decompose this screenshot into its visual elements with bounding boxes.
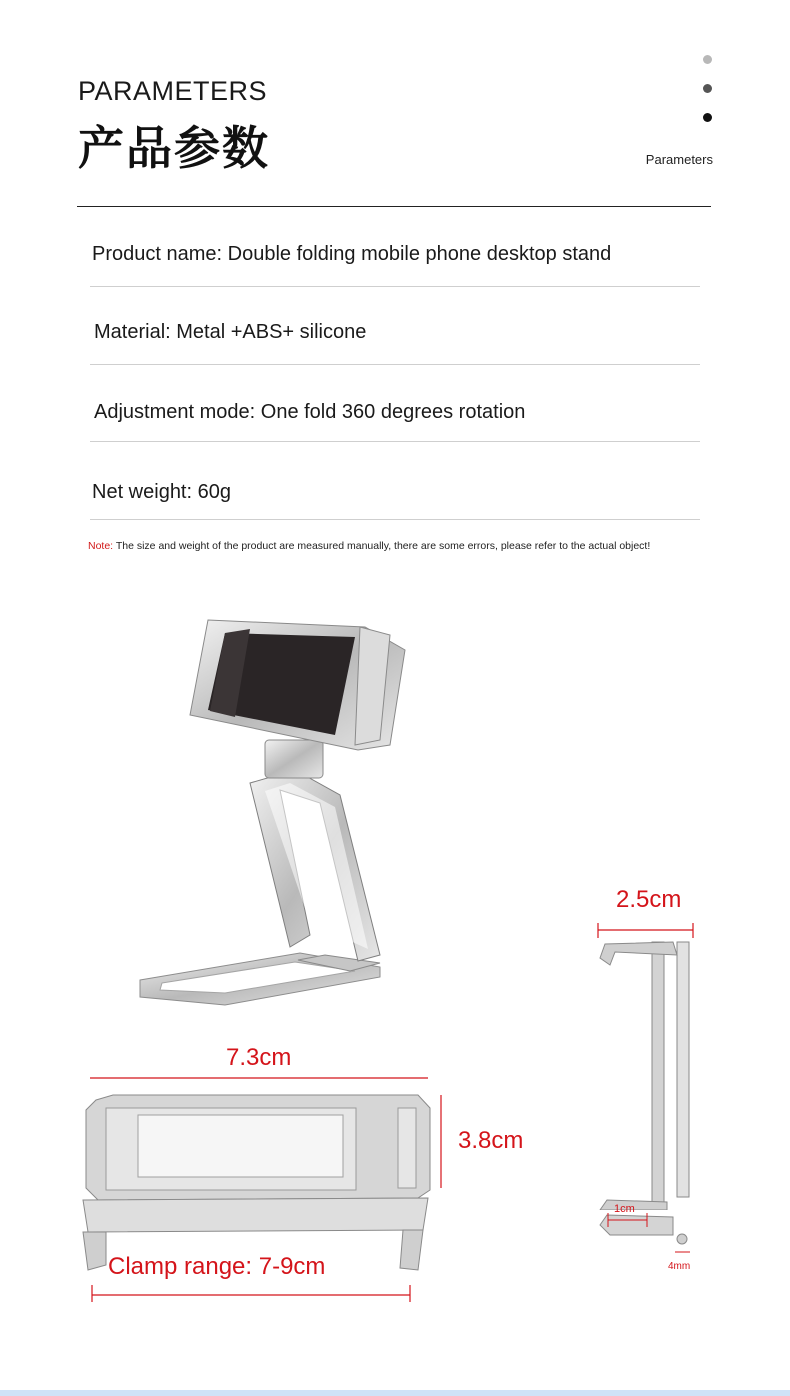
- page-heading-en: PARAMETERS: [78, 76, 268, 106]
- param-label: Net weight:: [92, 481, 193, 503]
- row-divider: [90, 364, 700, 365]
- param-value: Metal +ABS+ silicone: [176, 321, 367, 343]
- param-value: Double folding mobile phone desktop stand: [227, 243, 612, 265]
- param-row-material: [94, 321, 704, 344]
- param-value: 60g: [197, 481, 231, 503]
- clamp-side-illustration: [595, 920, 705, 1210]
- param-label: Material:: [94, 321, 171, 343]
- dimension-base-height: 3.8cm: [458, 1127, 524, 1154]
- dimension-thickness: 4mm: [668, 1261, 691, 1272]
- param-row-product-name: [92, 243, 702, 266]
- dimension-clamp-range: Clamp range: 7-9cm: [108, 1253, 326, 1280]
- decor-dot-dark: [703, 113, 712, 122]
- product-stand-illustration: [130, 605, 420, 1015]
- param-label: Product name:: [92, 243, 223, 265]
- dimension-clamp-width: 2.5cm: [616, 886, 682, 913]
- row-divider: [90, 519, 700, 520]
- heading-divider: [77, 206, 711, 207]
- decor-dot-mid: [703, 84, 712, 93]
- dimension-base-length: 7.3cm: [226, 1044, 292, 1071]
- param-label: Adjustment mode:: [94, 401, 256, 423]
- row-divider: [90, 286, 700, 287]
- disclaimer-note: [88, 540, 650, 552]
- row-divider: [90, 441, 700, 442]
- dimension-lip-depth: 1cm: [614, 1203, 635, 1215]
- clamp-lip-illustration: [595, 1195, 705, 1265]
- note-label: Note:: [88, 540, 114, 552]
- param-value: One fold 360 degrees rotation: [260, 401, 526, 423]
- bottom-accent-bar: [0, 1390, 790, 1396]
- note-text: The size and weight of the product are measured manually, there are some errors, please refer to the actual object!: [115, 540, 651, 552]
- param-row-adjustment-mode: [94, 401, 704, 424]
- corner-label: Parameters: [645, 152, 713, 167]
- param-row-net-weight: [92, 481, 702, 504]
- page-heading-cn: 产品参数: [78, 121, 270, 175]
- decor-dot-light: [703, 55, 712, 64]
